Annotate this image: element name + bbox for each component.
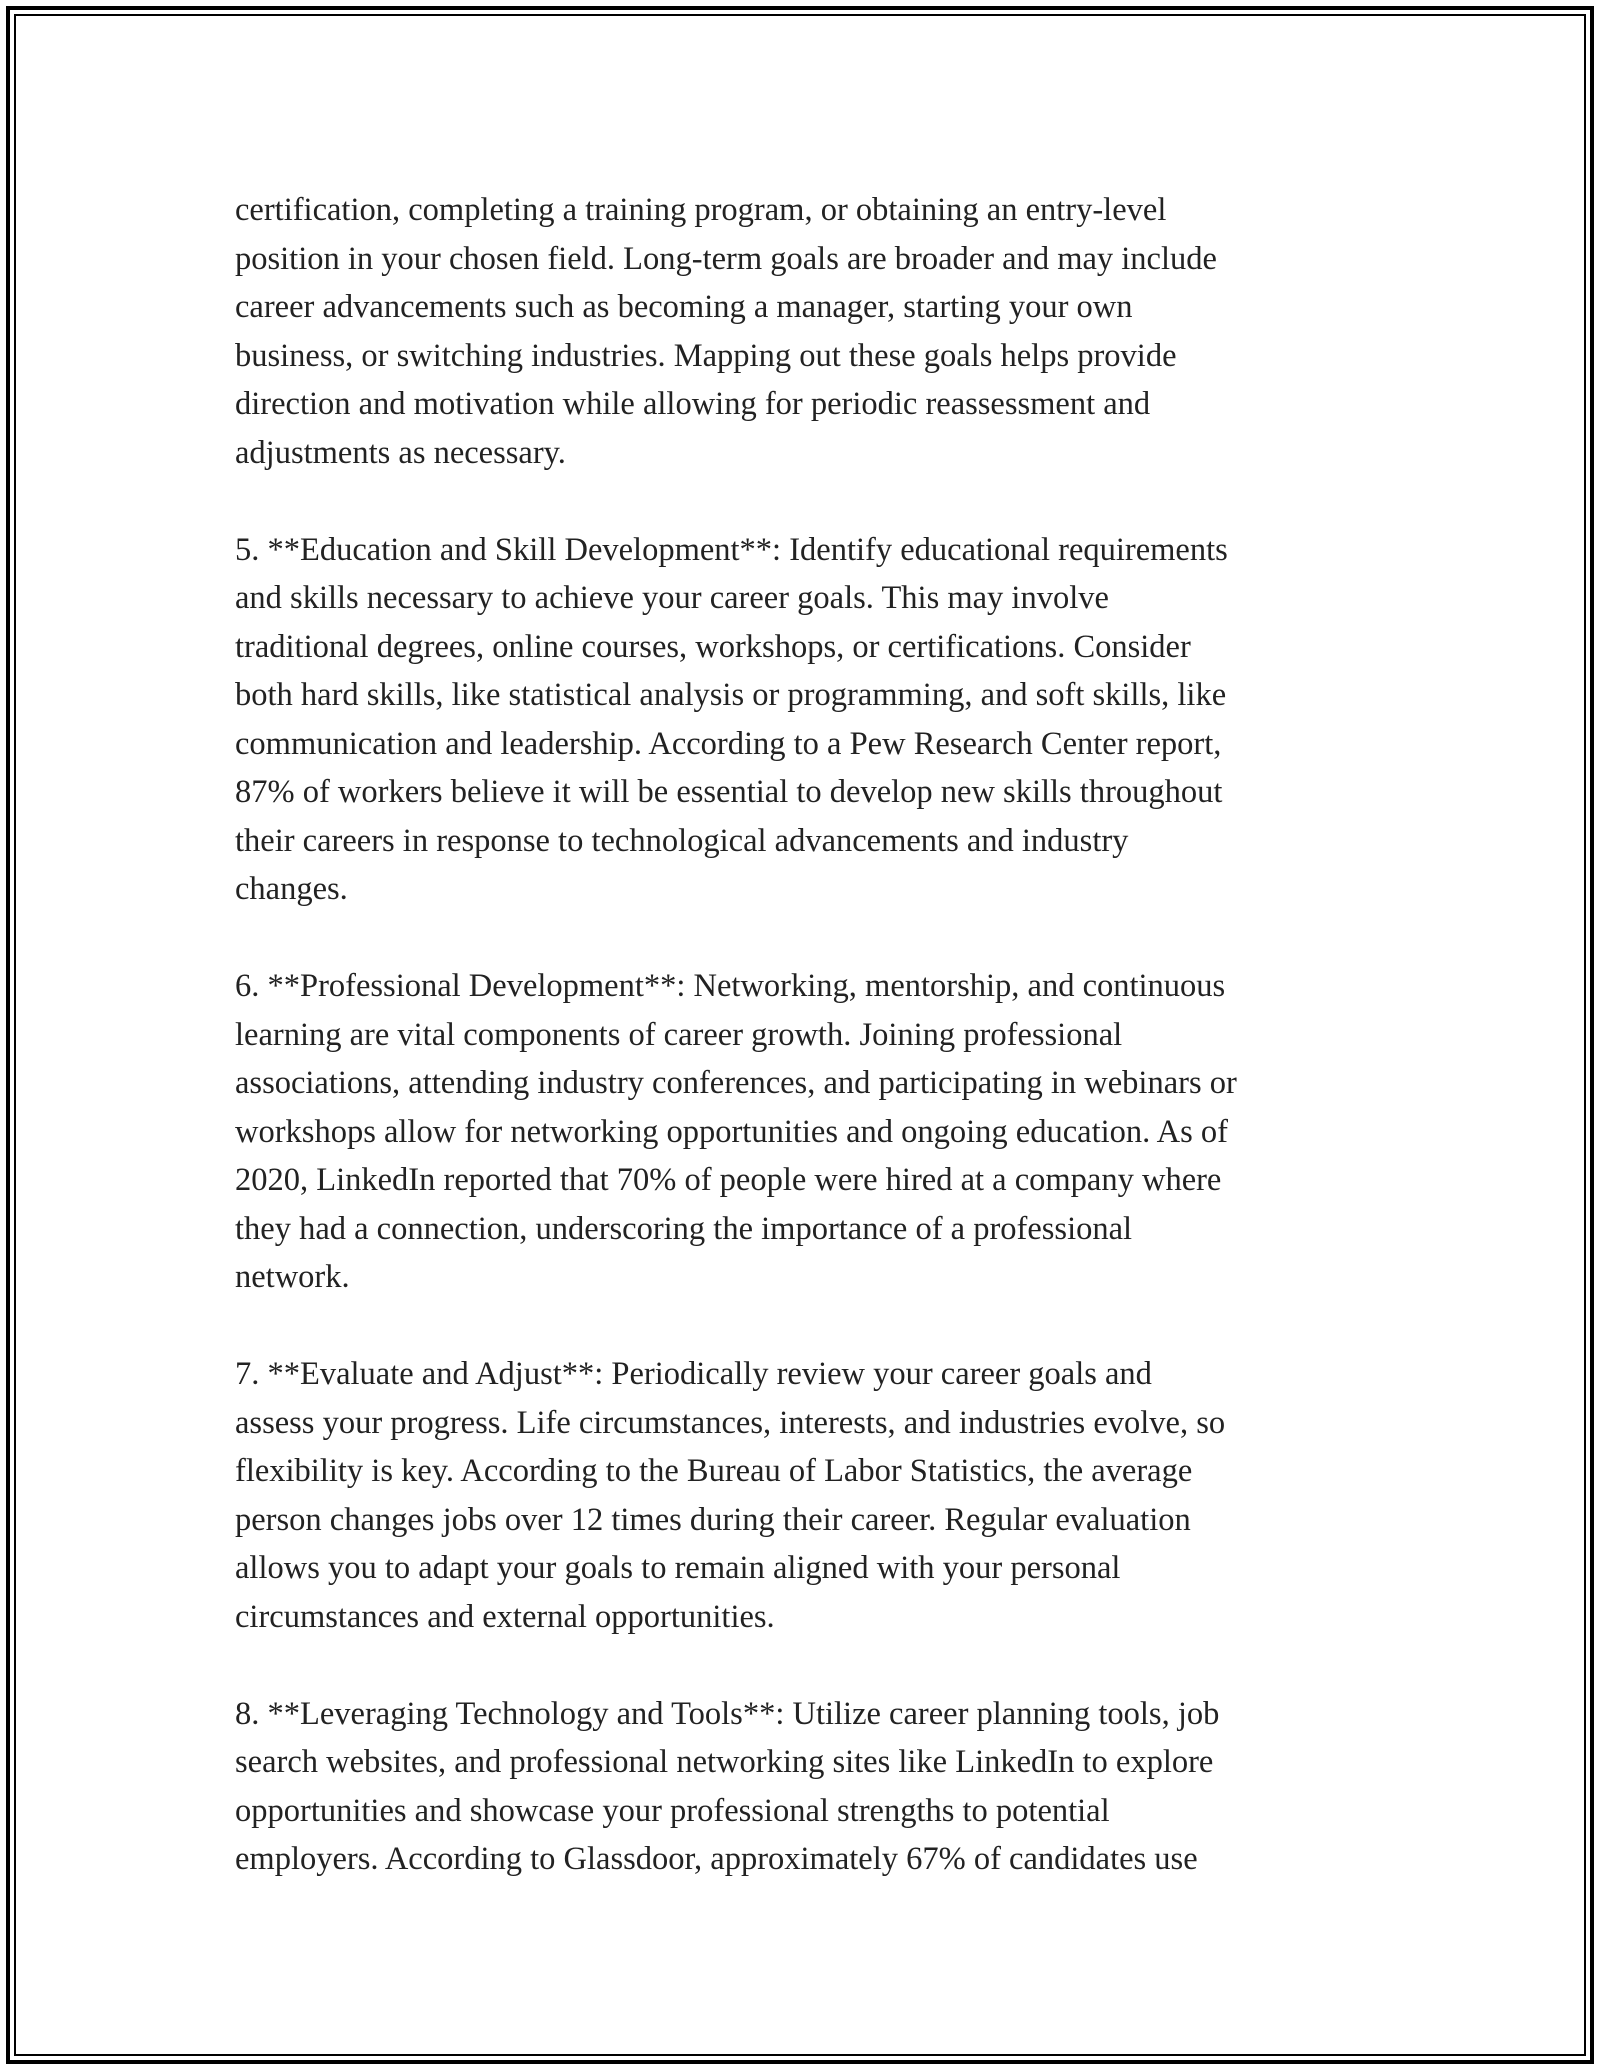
text-line: allows you to adapt your goals to remain aligned with your personal <box>235 1550 1121 1586</box>
document-body <box>235 186 1395 1932</box>
text-line: business, or switching industries. Mapping out these goals helps provide <box>235 337 1177 374</box>
text-line: flexibility is key. According to the Bureau of Labor Statistics, the average <box>235 1453 1193 1489</box>
paragraph-leveraging-technology <box>235 1690 1395 1884</box>
text-line: assess your progress. Life circumstances, interests, and industries evolve, so <box>235 1404 1226 1441</box>
text-line: search websites, and professional networking sites like LinkedIn to explore <box>235 1744 1214 1780</box>
text-line: 2020, LinkedIn reported that 70% of people were hired at a company where <box>235 1162 1222 1198</box>
text-line: they had a connection, underscoring the importance of a professional <box>235 1210 1133 1247</box>
paragraph-education-skill-development <box>235 526 1395 914</box>
text-line: network. <box>235 1259 350 1295</box>
text-line: traditional degrees, online courses, workshops, or certifications. Consider <box>235 628 1191 665</box>
paragraph-evaluate-adjust <box>235 1350 1395 1641</box>
text-line: communication and leadership. According to a Pew Research Center report, <box>235 725 1222 762</box>
text-line: certification, completing a training program, or obtaining an entry-level <box>235 192 1167 228</box>
paragraph-professional-development <box>235 962 1395 1302</box>
text-line: adjustments as necessary. <box>235 434 566 471</box>
text-line: changes. <box>235 871 348 907</box>
text-line: their careers in response to technological advancements and industry <box>235 822 1129 859</box>
text-line: 5. **Education and Skill Development**: Identify educational requirements <box>235 531 1228 568</box>
text-line: 6. **Professional Development**: Networking, mentorship, and continuous <box>235 968 1226 1004</box>
paragraph-goals-continued <box>235 186 1395 477</box>
text-line: opportunities and showcase your professional strengths to potential <box>235 1792 1110 1829</box>
text-line: associations, attending industry conferences, and participating in webinars or <box>235 1065 1237 1101</box>
text-line: employers. According to Glassdoor, approximately 67% of candidates use <box>235 1841 1198 1877</box>
text-line: position in your chosen field. Long-term goals are broader and may include <box>235 240 1217 277</box>
text-line: 87% of workers believe it will be essential to develop new skills throughout <box>235 774 1223 810</box>
text-line: learning are vital components of career growth. Joining professional <box>235 1016 1123 1053</box>
text-line: workshops allow for networking opportunities and ongoing education. As of <box>235 1113 1228 1150</box>
text-line: 8. **Leveraging Technology and Tools**: Utilize career planning tools, job <box>235 1695 1220 1732</box>
text-line: career advancements such as becoming a manager, starting your own <box>235 289 1133 325</box>
text-line: 7. **Evaluate and Adjust**: Periodically review your career goals and <box>235 1356 1152 1392</box>
text-line: both hard skills, like statistical analysis or programming, and soft skills, like <box>235 677 1227 713</box>
text-line: direction and motivation while allowing for periodic reassessment and <box>235 386 1151 422</box>
text-line: circumstances and external opportunities. <box>235 1598 775 1635</box>
text-line: and skills necessary to achieve your career goals. This may involve <box>235 580 1109 616</box>
text-line: person changes jobs over 12 times during their career. Regular evaluation <box>235 1501 1191 1538</box>
